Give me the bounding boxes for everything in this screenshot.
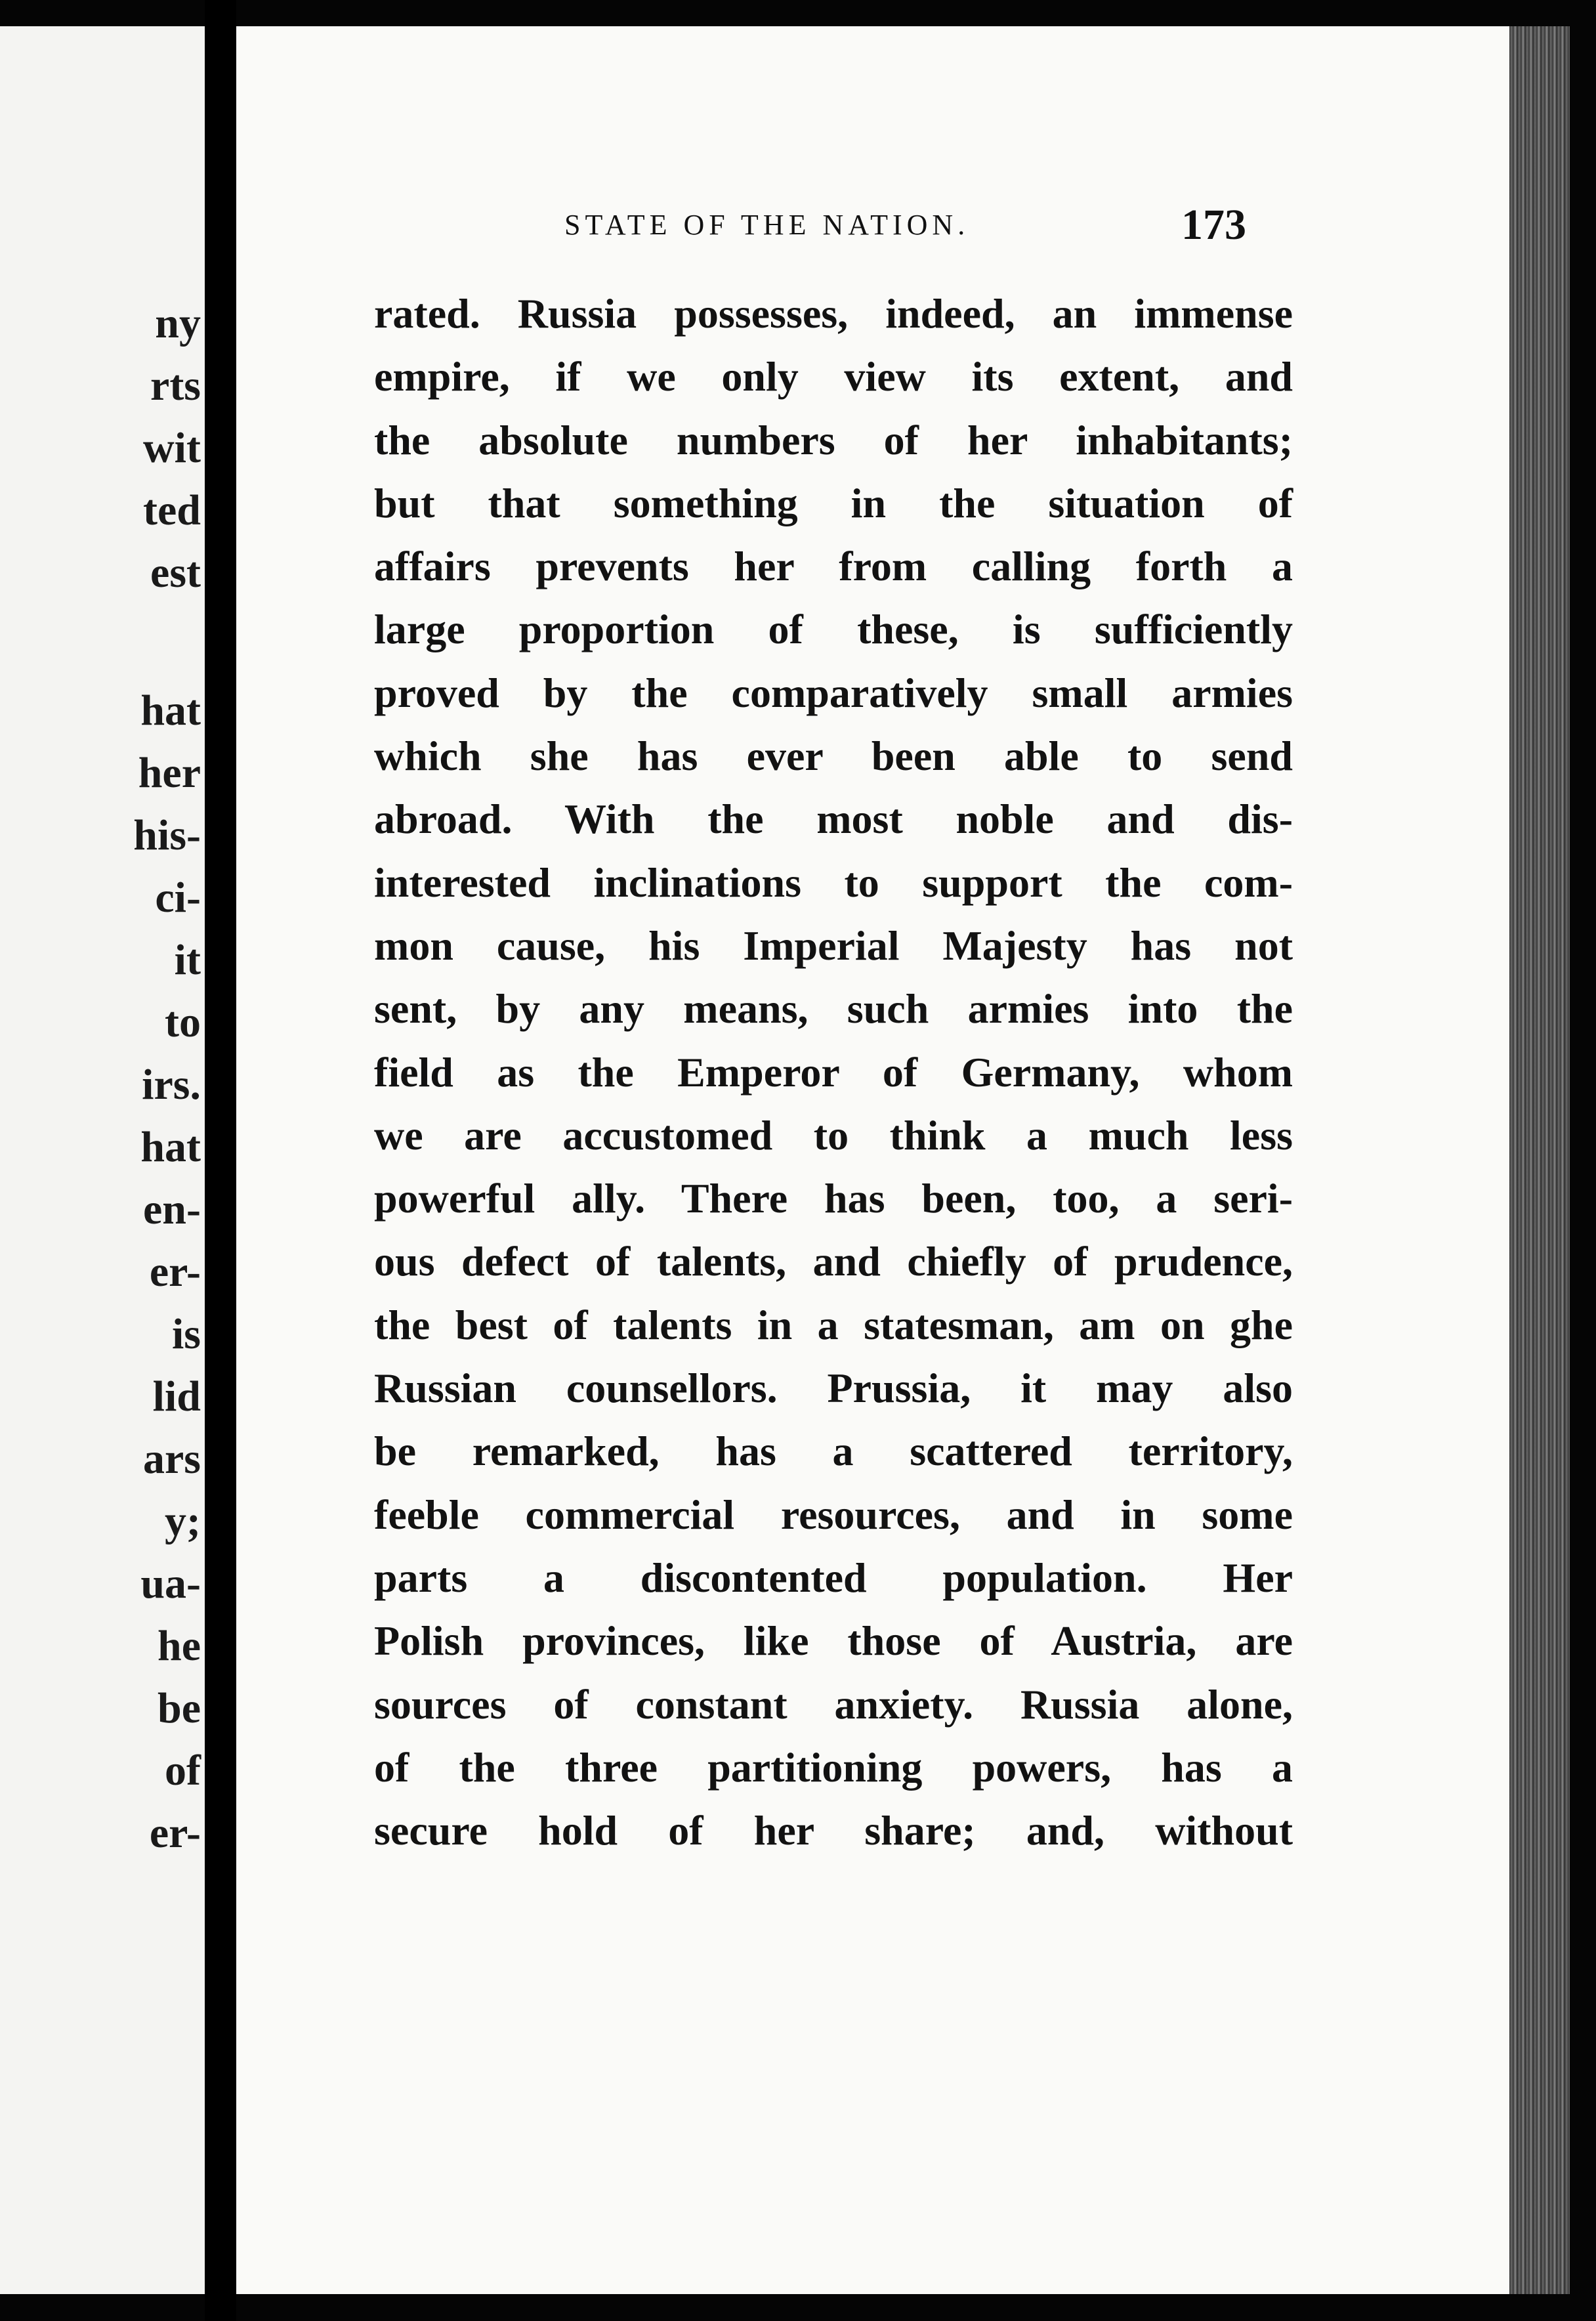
left-page-line: it: [174, 936, 201, 984]
left-page-line: to: [165, 998, 201, 1046]
page-number: 173: [1181, 201, 1246, 249]
left-page-line: est: [150, 549, 201, 597]
left-page-line: en-: [143, 1185, 201, 1233]
left-page-line: ted: [143, 486, 201, 534]
text-line: sources of constant anxiety. Russia alone,: [374, 1680, 1293, 1728]
left-page-line: he: [158, 1622, 201, 1670]
text-line: parts a discontented population. Her: [374, 1554, 1293, 1601]
text-line: interested inclinations to support the com-: [374, 859, 1293, 906]
left-page-line: irs.: [142, 1061, 201, 1109]
text-line: feeble commercial resources, and in some: [374, 1491, 1293, 1538]
left-page-line: her: [138, 749, 201, 797]
text-line: of the three partitioning powers, has a: [374, 1743, 1293, 1791]
left-page-line: his-: [133, 811, 201, 859]
text-line: affairs prevents her from calling forth a: [374, 543, 1293, 590]
text-line: empire, if we only view its extent, and: [374, 353, 1293, 400]
book-gutter: [205, 0, 236, 2321]
body-text: [374, 282, 1293, 1862]
text-line: abroad. With the most noble and dis-: [374, 796, 1293, 843]
left-page-line: of: [165, 1747, 201, 1795]
text-line: which she has ever been able to send: [374, 733, 1293, 780]
running-head: [236, 200, 1509, 253]
page-edges: [1509, 26, 1570, 2294]
text-line: Polish provinces, like those of Austria, are: [374, 1617, 1293, 1665]
text-line: field as the Emperor of Germany, whom: [374, 1048, 1293, 1096]
left-page-line: be: [158, 1684, 201, 1732]
text-line: be remarked, has a scattered territory,: [374, 1428, 1293, 1475]
left-page-line: er-: [149, 1809, 201, 1857]
left-page-line: rts: [150, 362, 201, 410]
left-page-line: lid: [152, 1373, 201, 1420]
left-page-line: is: [171, 1310, 201, 1358]
text-line: we are accustomed to think a much less: [374, 1111, 1293, 1159]
left-page-line: er-: [149, 1248, 201, 1296]
facing-page-left: [0, 26, 205, 2294]
left-page-line: hat: [140, 687, 201, 735]
left-page-line: wit: [143, 424, 201, 472]
text-line: large proportion of these, is sufficiently: [374, 606, 1293, 653]
text-line: Russian counsellors. Prussia, it may also: [374, 1365, 1293, 1412]
text-line: powerful ally. There has been, too, a seri-: [374, 1175, 1293, 1222]
left-page-line: y;: [165, 1497, 201, 1545]
text-line: the best of talents in a statesman, am on ghe: [374, 1301, 1293, 1348]
left-page-line: ars: [143, 1435, 201, 1483]
book-page: [236, 26, 1509, 2294]
running-head-title: STATE OF THE NATION.: [564, 209, 970, 241]
left-page-line: ny: [155, 299, 201, 347]
text-line: mon cause, his Imperial Majesty has not: [374, 922, 1293, 969]
text-line: rated. Russia possesses, indeed, an immense: [374, 290, 1293, 337]
left-page-line: ua-: [140, 1560, 201, 1608]
text-line: but that something in the situation of: [374, 479, 1293, 526]
text-line: the absolute numbers of her inhabitants;: [374, 416, 1293, 463]
text-line: secure hold of her share; and, without: [374, 1807, 1293, 1854]
text-line: proved by the comparatively small armies: [374, 669, 1293, 716]
left-page-line: hat: [140, 1123, 201, 1171]
text-line: sent, by any means, such armies into the: [374, 985, 1293, 1033]
text-line: ous defect of talents, and chiefly of prudence,: [374, 1238, 1293, 1285]
left-page-line: ci-: [155, 874, 201, 922]
